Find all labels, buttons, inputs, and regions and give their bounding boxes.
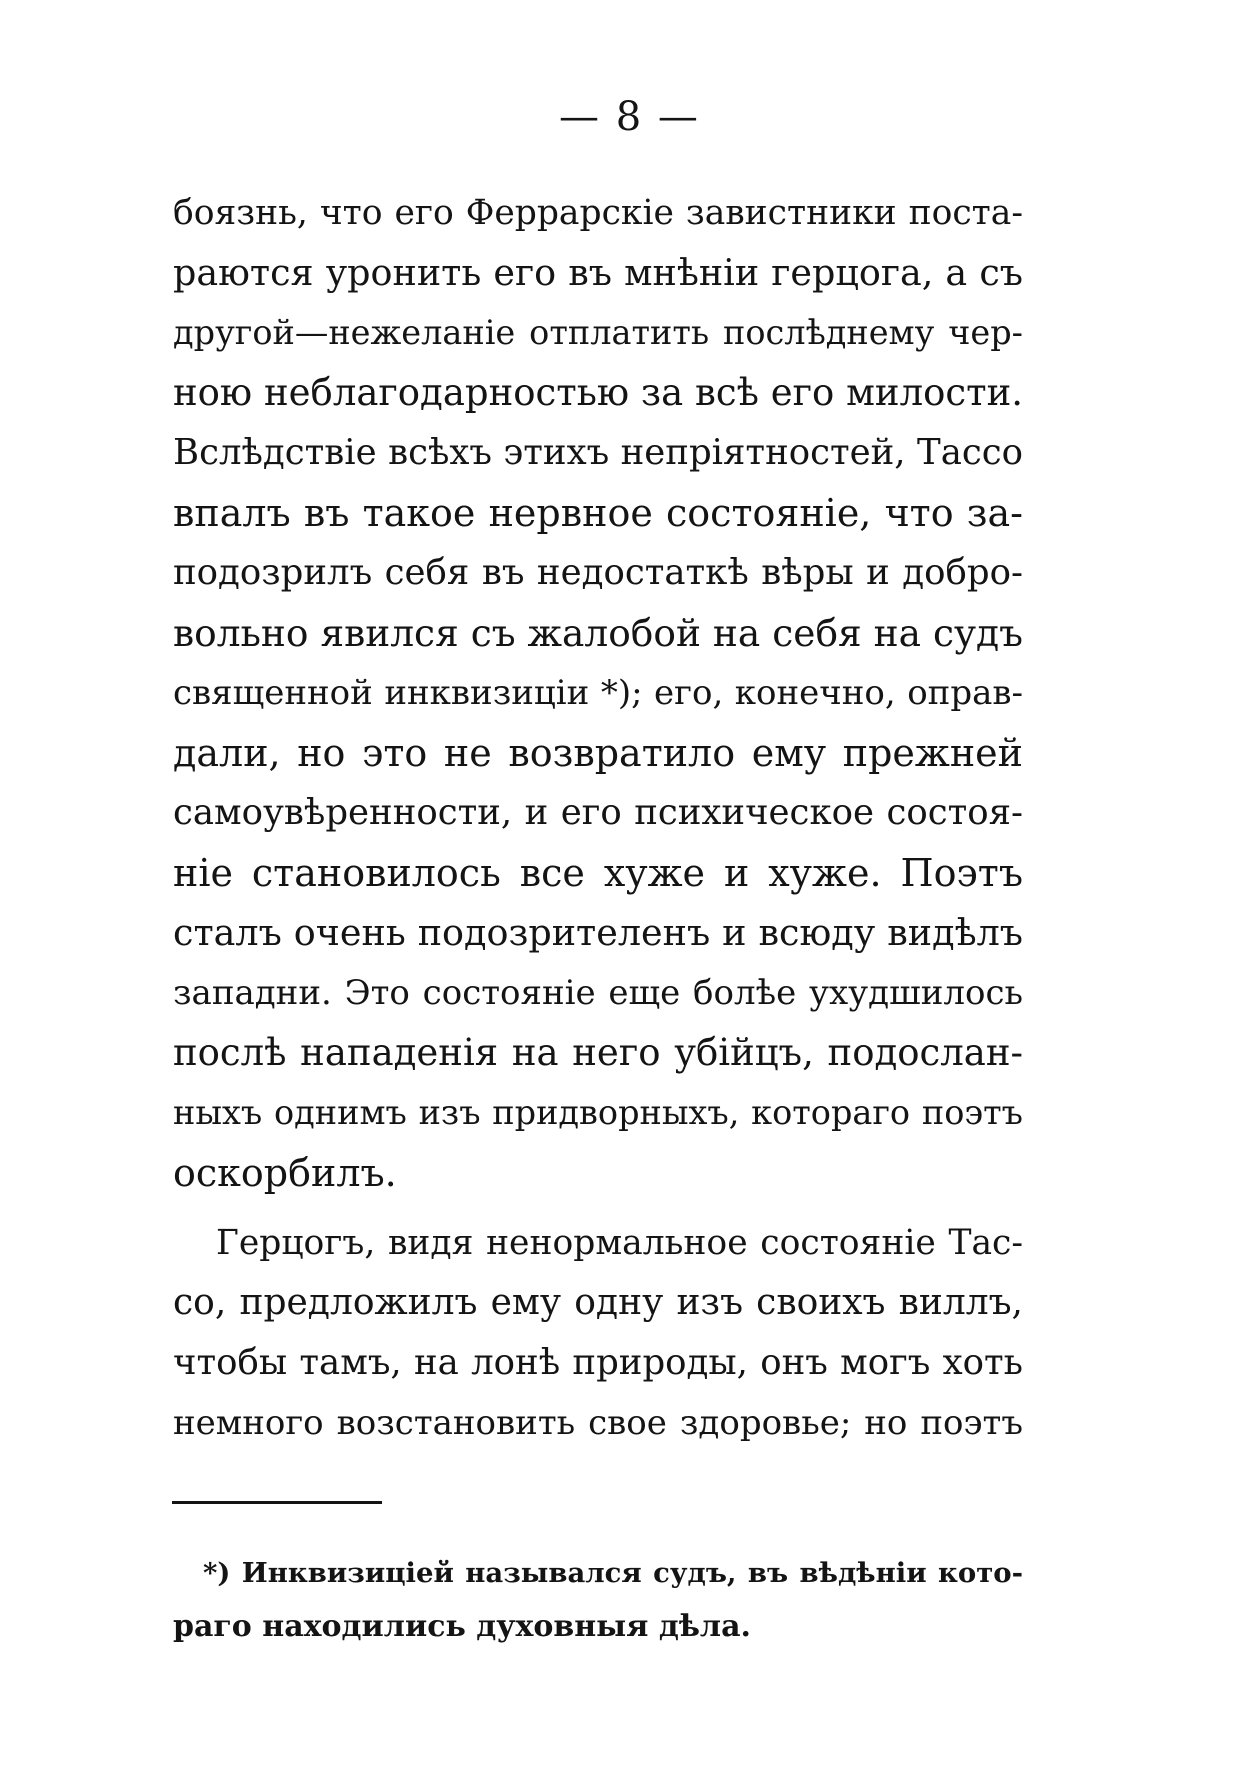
text-line: самоувѣренности, и его психическое состоя- bbox=[173, 792, 1023, 833]
text-line: чтобы тамъ, на лонѣ природы, онъ могъ хоть bbox=[173, 1342, 1023, 1383]
text-line: впалъ въ такое нервное состояніе, что за- bbox=[173, 491, 1023, 535]
text-line: священной инквизиціи *); его, конечно, оправ- bbox=[173, 673, 1023, 713]
text-line: боязнь, что его Феррарскіе завистники поста- bbox=[173, 193, 1023, 233]
text-line: немного возстановить свое здоровье; но поэтъ bbox=[173, 1403, 1023, 1443]
text-line: со, предложилъ ему одну изъ своихъ виллъ, bbox=[173, 1282, 1023, 1323]
text-line: ною неблагодарностью за всѣ его милости. bbox=[173, 371, 1023, 414]
text-line: Вслѣдствіе всѣхъ этихъ непріятностей, Тассо bbox=[173, 432, 1023, 473]
footnote-line: раго находились духовныя дѣла. bbox=[173, 1609, 751, 1644]
page-number: — 8 — bbox=[559, 94, 700, 140]
text-line: послѣ нападенія на него убійцъ, подослан- bbox=[173, 1031, 1023, 1074]
main-text bbox=[173, 183, 1023, 1453]
text-line: Герцогъ, видя ненормальное состояніе Тас- bbox=[216, 1223, 1023, 1263]
text-line: западни. Это состояніе еще болѣе ухудшилось bbox=[173, 973, 1023, 1013]
text-line: оскорбилъ. bbox=[173, 1151, 397, 1195]
text-line: ныхъ однимъ изъ придворныхъ, котораго поэтъ bbox=[173, 1093, 1023, 1132]
text-line: дали, но это не возвратило ему прежней bbox=[173, 731, 1023, 775]
text-line: вольно явился съ жалобой на себя на судъ bbox=[173, 611, 1023, 655]
text-line: раются уронить его въ мнѣніи герцога, а съ bbox=[173, 251, 1023, 294]
footnote-divider bbox=[172, 1501, 382, 1504]
text-line: другой—нежеланіе отплатить послѣднему чер- bbox=[173, 313, 1023, 352]
paragraph-gap bbox=[173, 1203, 1023, 1213]
text-line: ніе становилось все хуже и хуже. Поэтъ bbox=[173, 851, 1023, 895]
text-line: подозрилъ себя въ недостаткѣ вѣры и добро- bbox=[173, 552, 1023, 593]
text-line: сталъ очень подозрителенъ и всюду видѣлъ bbox=[173, 911, 1023, 954]
footnote-line: *) Инквизиціей назывался судъ, въ вѣдѣніи кото- bbox=[203, 1557, 1023, 1589]
footnote bbox=[173, 1546, 1023, 1654]
